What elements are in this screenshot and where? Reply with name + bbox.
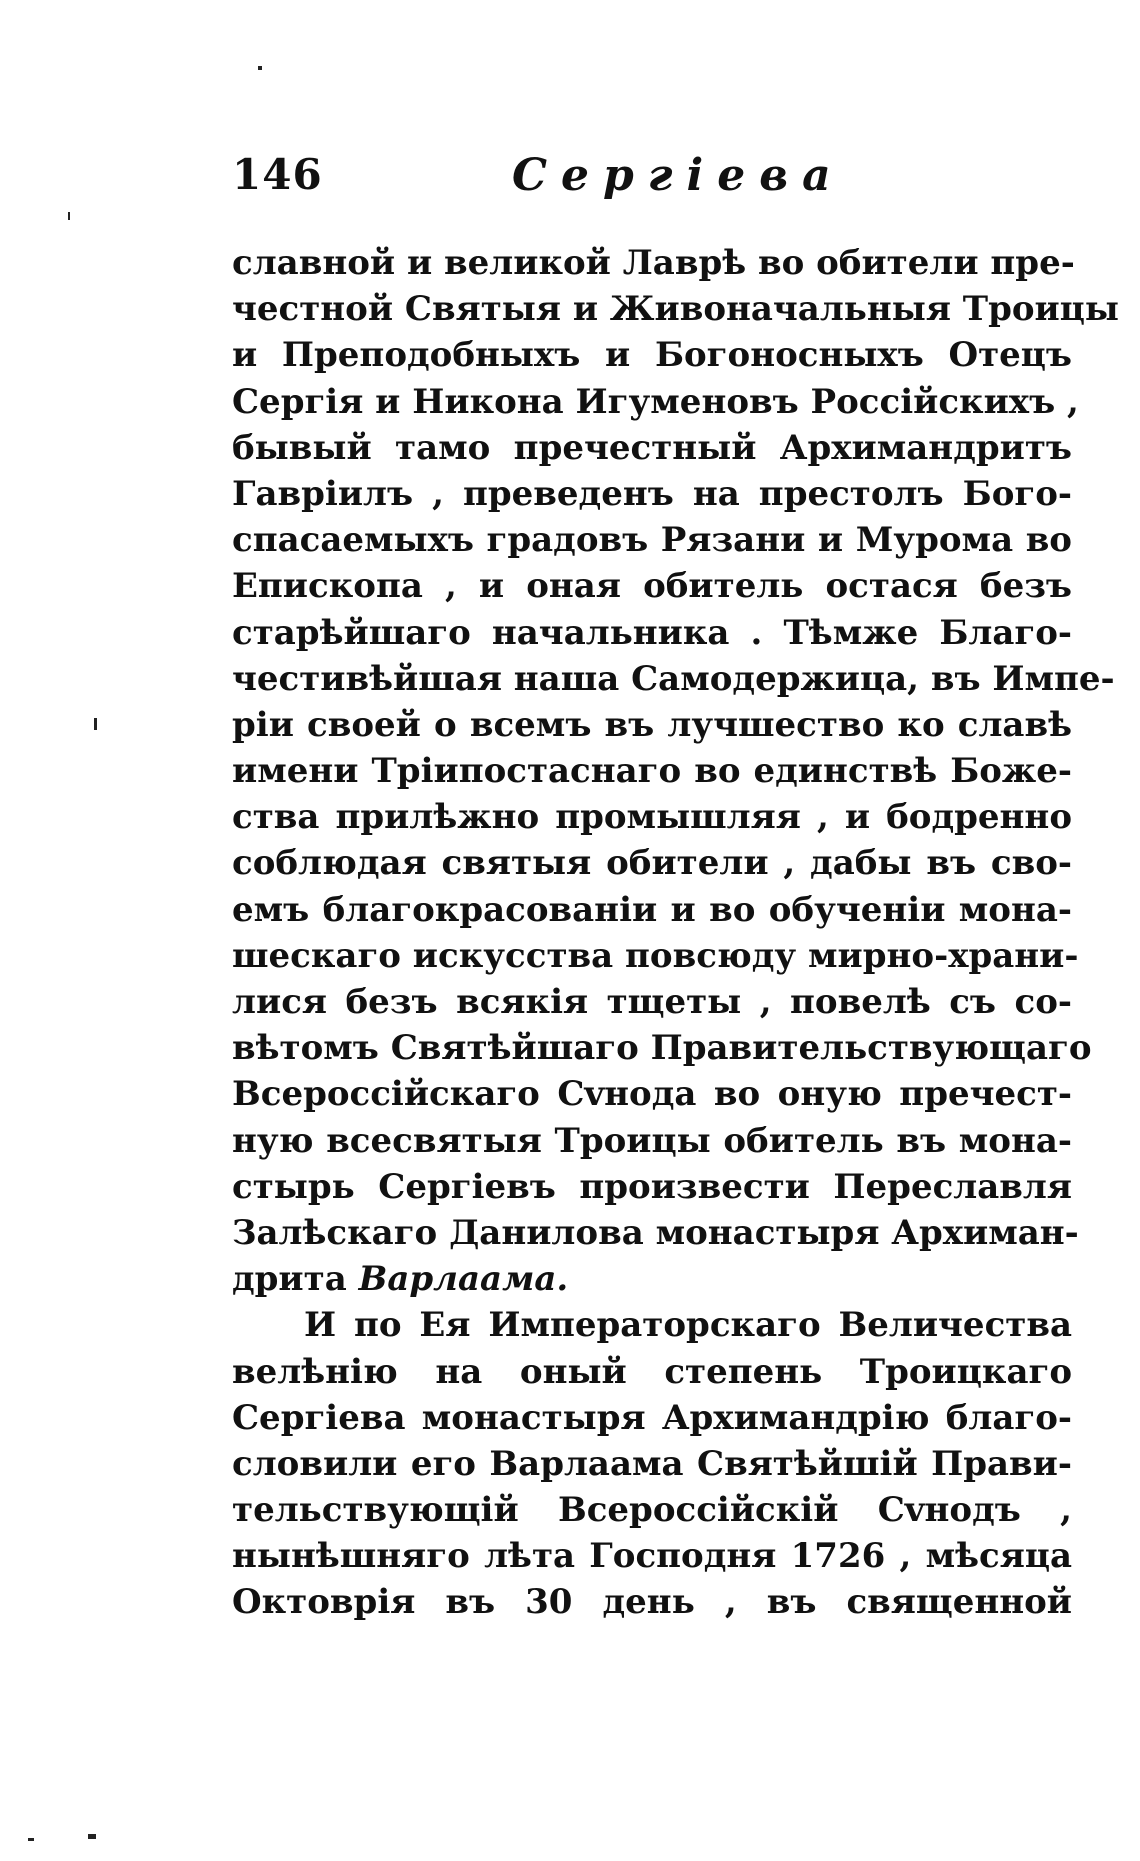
body-text: [232, 240, 1119, 1626]
text-line: старѣйшаго начальника . Тѣмже Благо-: [232, 612, 1072, 653]
page-header: [232, 150, 1072, 210]
text-line: вѣтомъ Святѣйшаго Правительствующаго: [232, 1028, 1092, 1069]
text-line: Залѣскаго Данилова монастыря Архиман-: [232, 1212, 1079, 1253]
page-number: 146: [232, 150, 323, 199]
text-line: спасаемыхъ градовъ Рязани и Мурома во: [232, 520, 1072, 561]
text-line: ную всесвятыя Троицы обитель въ мона-: [232, 1120, 1072, 1161]
text-line-last: [232, 1256, 1072, 1302]
name-varlaam: Варлаама.: [358, 1259, 569, 1300]
text-line: нынѣшняго лѣта Господня 1726 , мѣсяца: [232, 1536, 1072, 1577]
print-speck: [28, 1838, 34, 1841]
text-line: Всероссійскаго Сvнода во оную пречест-: [232, 1074, 1072, 1115]
text-line: велѣнію на оный степень Троицкаго: [232, 1351, 1072, 1392]
text-line: тельствующій Всероссійскій Сvнодъ ,: [232, 1490, 1072, 1531]
text-line: ства прилѣжно промышляя , и бодренно: [232, 797, 1072, 838]
text-line: Сергіева монастыря Архимандрію благо-: [232, 1397, 1072, 1438]
text-line: И по Ея Императорскаго Величества: [304, 1305, 1072, 1346]
text-line: Гавріилъ , преведенъ на престолъ Бого-: [232, 473, 1072, 514]
print-speck: [258, 66, 262, 70]
text-line-prefix: дрита: [232, 1259, 347, 1300]
text-line: славной и великой Лаврѣ во обители пре-: [232, 243, 1075, 283]
text-line: лися безъ всякія тщеты , повелѣ съ со-: [232, 982, 1072, 1022]
text-line: и Преподобныхъ и Богоносныхъ Отецъ: [232, 335, 1072, 376]
text-line: шескаго искусства повсюду мирно-храни-: [232, 935, 1079, 976]
text-line: Сергія и Никона Игуменовъ Россійскихъ ,: [232, 381, 1079, 422]
print-speck: [68, 212, 70, 220]
text-line: имени Тріипостаснаго во единствѣ Боже-: [232, 751, 1072, 792]
text-line: Епископа , и оная обитель остася безъ: [232, 566, 1072, 607]
paragraph-1: [232, 240, 1119, 1302]
text-line: словили его Варлаама Святѣйшій Прави-: [232, 1443, 1072, 1484]
print-speck: [88, 1834, 96, 1839]
text-line: соблюдая святыя обители , дабы въ сво-: [232, 843, 1072, 884]
text-line: бывый тамо пречестный Архимандритъ: [232, 427, 1072, 468]
text-line: честивѣйшая наша Самодержица, въ Импе-: [232, 658, 1115, 699]
print-speck: [94, 718, 97, 730]
paragraph-2: [232, 1302, 1072, 1625]
running-head: Сергіева: [512, 150, 845, 201]
text-line: ріи своей о всемъ въ лучшество ко славѣ: [232, 704, 1072, 745]
text-line: честной Святыя и Живоначальныя Троицы: [232, 289, 1119, 330]
text-line: Октоврія въ 30 день , въ священной: [232, 1582, 1072, 1623]
text-line: емъ благокрасованіи и во обученіи мона-: [232, 889, 1072, 930]
text-line: стырь Сергіевъ произвести Переславля: [232, 1166, 1072, 1207]
